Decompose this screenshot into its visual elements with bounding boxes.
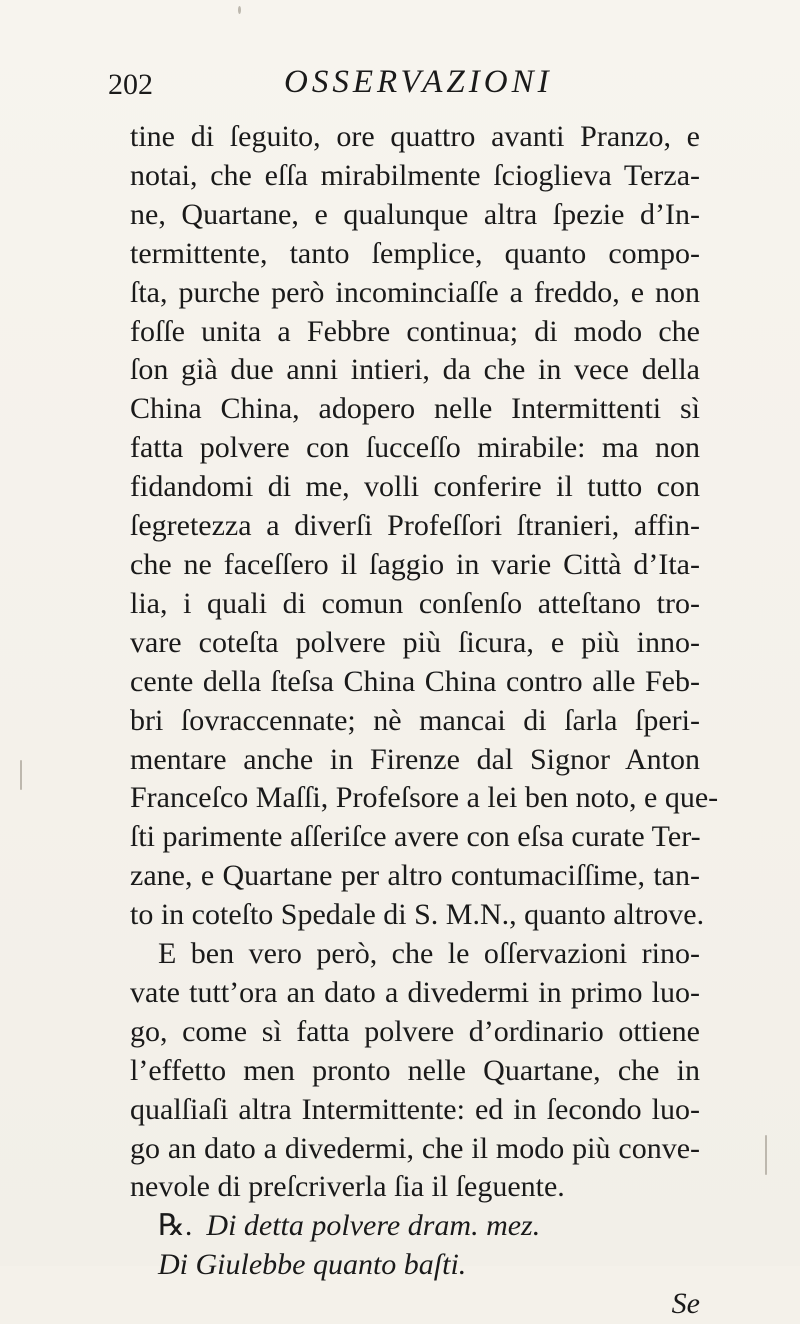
- recipe-text: Di detta polvere dram. mez.: [206, 1209, 541, 1243]
- text-line: vare coteſta polvere più ſicura, e più inno-: [130, 625, 700, 659]
- page-number: 202: [108, 68, 153, 101]
- text-line: ne, Quartane, e qualunque altra ſpezie d’In-: [130, 197, 700, 231]
- text-line: fidandomi di me, volli conferire il tutto con: [130, 470, 700, 504]
- text-line: ſta, purche però incominciaſſe a freddo, e non: [130, 275, 700, 309]
- page-header: [108, 62, 668, 110]
- text-line: bri ſovraccennate; nè mancai di ſarla ſperi-: [130, 703, 700, 737]
- text-line: zane, e Quartane per altro contumaciſſime, tan-: [130, 859, 700, 893]
- text-line: ſon già due anni intieri, da che in vece della: [130, 353, 700, 387]
- recipe-line: Di Giulebbe quanto baſti.: [158, 1248, 467, 1282]
- text-line: Franceſco Maſſi, Profeſsore a lei ben noto, e que-: [130, 781, 719, 815]
- text-line: mentare anche in Firenze dal Signor Anton: [130, 742, 700, 776]
- text-line: go, come sì fatta polvere d’ordinario ottiene: [130, 1014, 700, 1048]
- catchword: Se: [671, 1287, 700, 1321]
- text-line: ſti parimente aſſeriſce avere con eſsa curate Ter-: [130, 820, 701, 854]
- text-line: fatta polvere con ſucceſſo mirabile: ma non: [130, 431, 700, 465]
- text-line: China China, adopero nelle Intermittenti sì: [130, 392, 700, 426]
- text-line: foſſe unita a Febbre continua; di modo che: [130, 314, 700, 348]
- recipe-line: [130, 1207, 700, 1246]
- running-head: OSSERVAZIONI: [284, 64, 553, 100]
- text-line: cente della ſteſsa China China contro alle Feb-: [130, 664, 700, 698]
- text-line: go an dato a divedermi, che il modo più conve-: [130, 1131, 700, 1165]
- body-text: [130, 118, 719, 1324]
- recipe-symbol: ℞.: [158, 1209, 193, 1243]
- text-line: l’effetto men pronto nelle Quartane, che in: [130, 1053, 700, 1087]
- text-line: che ne faceſſero il ſaggio in varie Città d’Ita-: [130, 547, 700, 581]
- text-line: to in coteſto Spedale di S. M.N., quanto altrove.: [130, 898, 705, 932]
- text-line: notai, che eſſa mirabilmente ſcioglieva Terza-: [130, 158, 700, 192]
- paper-speck: [20, 760, 22, 790]
- text-line: vate tutt’ora an dato a divedermi in primo luo-: [130, 975, 700, 1009]
- paper-speck: [238, 6, 241, 14]
- paper-speck: [765, 1135, 767, 1175]
- text-line: nevole di preſcriverla ſia il ſeguente.: [130, 1170, 565, 1204]
- text-line: lia, i quali di comun conſenſo atteſtano tro-: [130, 586, 700, 620]
- text-line: E ben vero però, che le oſſervazioni rino-: [158, 937, 700, 971]
- text-line: ſegretezza a diverſi Profeſſori ſtranieri, affin-: [130, 509, 700, 543]
- text-line: qualſiaſi altra Intermittente: ed in ſecondo luo-: [130, 1092, 700, 1126]
- text-line: termittente, tanto ſemplice, quanto compo-: [130, 236, 700, 270]
- text-line: tine di ſeguito, ore quattro avanti Pranzo, e: [130, 120, 700, 153]
